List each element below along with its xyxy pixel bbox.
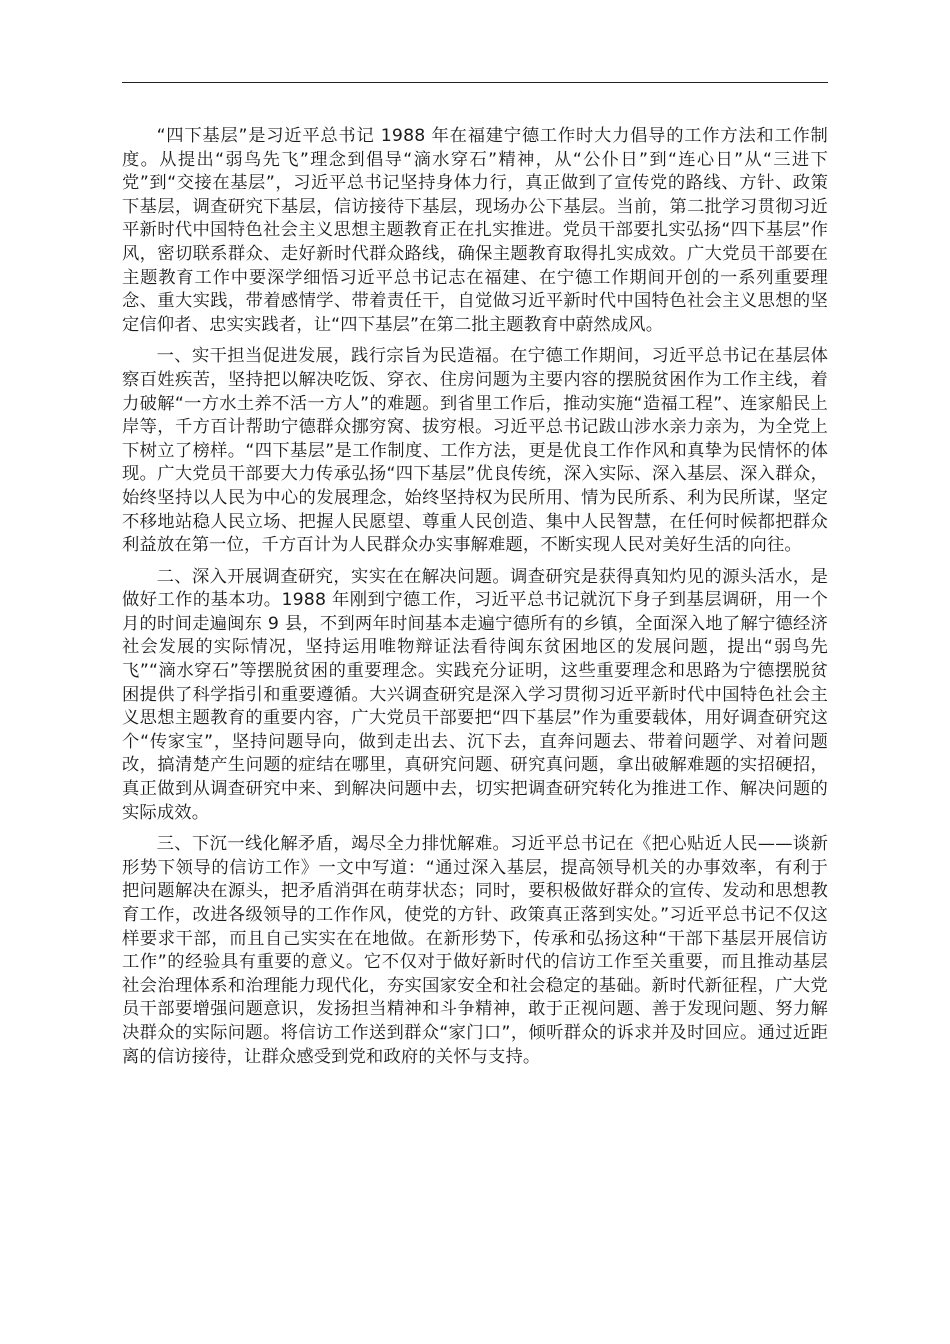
- paragraph-section-2: 二、深入开展调查研究，实实在在解决问题。调查研究是获得真知灼见的源头活水，是做好工作的基本功。1988 年刚到宁德工作，习近平总书记就沉下身子到基层调研，用一个月的时间走遍闽东 9 县，不到两年时间基本走遍宁德所有的乡镇，全面深入地了解宁德经济社会发展的实际情况，坚持运用唯物辩证法看待闽东贫困地区的发展问题，提出“弱鸟先飞”“滴水穿石”等摆脱贫困的重要理念。实践充分证明，这些重要理念和思路为宁德摆脱贫困提供了科学指引和重要遵循。大兴调查研究是深入学习贯彻习近平新时代中国特色社会主义思想主题教育的重要内容，广大党员干部要把“四下基层”作为重要载体，用好调查研究这个“传家宝”，坚持问题导向，做到走出去、沉下去，直奔问题去、带着问题学、对着问题改，搞清楚产生问题的症结在哪里，真研究问题、研究真问题，拿出破解难题的实招硬招，真正做到从调查研究中来、到解决问题中去，切实把调查研究转化为推进工作、解决问题的实际成效。: [122, 566, 828, 823]
- paragraph-section-3: 三、下沉一线化解矛盾，竭尽全力排忧解难。习近平总书记在《把心贴近人民——谈新形势下领导的信访工作》一文中写道：“通过深入基层，提高领导机关的办事效率，有利于把问题解决在源头，把矛盾消弭在萌芽状态；同时，要积极做好群众的宣传、发动和思想教育工作，改进各级领导的工作作风，使党的方针、政策真正落到实处。”习近平总书记不仅这样要求干部，而且自己实实在在地做。在新形势下，传承和弘扬这种“干部下基层开展信访工作”的经验具有重要的意义。它不仅对于做好新时代的信访工作至关重要，而且推动基层社会治理体系和治理能力现代化，夯实国家安全和社会稳定的基础。新时代新征程，广大党员干部要增强问题意识，发扬担当精神和斗争精神，敢于正视问题、善于发现问题、努力解决群众的实际问题。将信访工作送到群众“家门口”，倾听群众的诉求并及时回应。通过近距离的信访接待，让群众感受到党和政府的关怀与支持。: [122, 834, 828, 1067]
- paragraph-section-1: 一、实干担当促进发展，践行宗旨为民造福。在宁德工作期间，习近平总书记在基层体察百姓疾苦，坚持把以解决吃饭、穿衣、住房问题为主要内容的摆脱贫困作为工作主线，着力破解“一方水土养不活一方人”的难题。到省里工作后，推动实施“造福工程”、连家船民上岸等，千方百计帮助宁德群众挪穷窝、拔穷根。习近平总书记跋山涉水亲力亲为，为全党上下树立了榜样。“四下基层”是工作制度、工作方法，更是优良工作作风和真挚为民情怀的体现。广大党员干部要大力传承弘扬“四下基层”优良传统，深入实际、深入基层、深入群众，始终坚持以人民为中心的发展理念，始终坚持权为民所用、情为民所系、利为民所谋，坚定不移地站稳人民立场、把握人民愿望、尊重人民创造、集中人民智慧，在任何时候都把群众利益放在第一位，千方百计为人民群众办实事解难题，不断实现人民对美好生活的向往。: [122, 346, 828, 556]
- header-rule: [122, 82, 828, 83]
- paragraph-intro: “四下基层”是习近平总书记 1988 年在福建宁德工作时大力倡导的工作方法和工作制度。从提出“弱鸟先飞”理念到倡导“滴水穿石”精神，从“公仆日”到“连心日”从“三进下党”到“交接在基层”，习近平总书记坚持身体力行，真正做到了宣传党的路线、方针、政策下基层，调查研究下基层，信访接待下基层，现场办公下基层。当前，第二批学习贯彻习近平新时代中国特色社会主义思想主题教育正在扎实推进。党员干部要扎实弘扬“四下基层”作风，密切联系群众、走好新时代群众路线，确保主题教育取得扎实成效。广大党员干部要在主题教育工作中要深学细悟习近平总书记志在福建、在宁德工作期间开创的一系列重要理念、重大实践，带着感情学、带着责任干，自觉做习近平新时代中国特色社会主义思想的坚定信仰者、忠实实践者，让“四下基层”在第二批主题教育中蔚然成风。: [122, 126, 828, 335]
- article-body: [122, 125, 828, 1077]
